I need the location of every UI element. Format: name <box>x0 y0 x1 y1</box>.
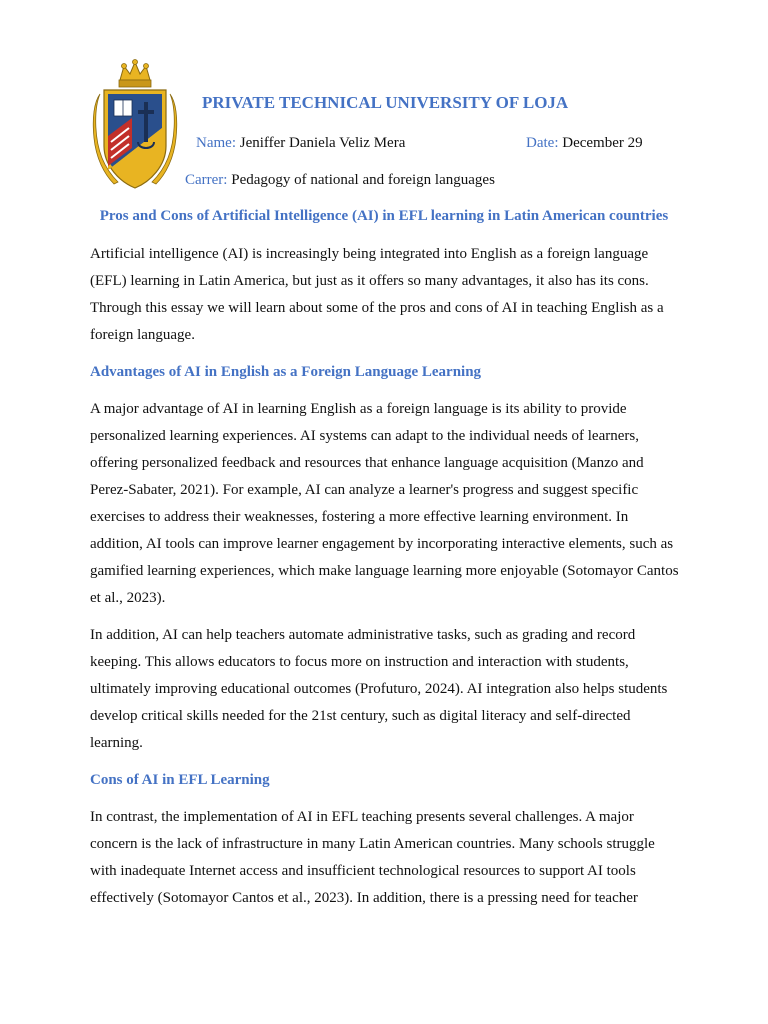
intro-paragraph: Artificial intelligence (AI) is increasingly being integrated into English as a foreign language (EFL) learning in Latin America, but just as it offers so many advantages, it also has its cons. Through this essay we will learn about some of the pros and cons of AI in teaching English as a foreign language. <box>90 246 664 343</box>
cons-paragraph-1: In contrast, the implementation of AI in EFL teaching presents several challenges. A major concern is the lack of infrastructure in many Latin American countries. Many schools struggle with inadequate Internet access and insufficient technological resources to support AI tools effectively (Sotomayor Cantos et al., 2023). In addition, there is a pressing need for teacher <box>90 809 655 906</box>
advantages-heading: Advantages of AI in English as a Foreign Language Learning <box>90 364 482 380</box>
advantages-paragraph-2: In addition, AI can help teachers automate administrative tasks, such as grading and record keeping. This allows educators to focus more on instruction and interaction with students, ultimately improving educational outcomes (Profuturo, 2024). AI integration also helps students develop critical skills needed for the 21st century, such as digital literacy and self-directed learning. <box>90 627 668 751</box>
date-label: Date: <box>526 135 559 151</box>
date-field <box>526 135 643 152</box>
advantages-paragraph-1: A major advantage of AI in learning English as a foreign language is its ability to provide personalized learning experiences. AI systems can adapt to the individual needs of learners, offering personalized feedback and resources that enhance language acquisition (Manzo and Perez-Sabater, 2021). For example, AI can analyze a learner's progress and suggest specific exercises to address their weaknesses, fostering a more effective learning environment. In addition, AI tools can improve learner engagement by incorporating interactive elements, such as gamified learning experiences, which make language learning more enjoyable (Sotomayor Cantos et al., 2023). <box>90 401 679 606</box>
essay-body <box>90 241 680 922</box>
university-crest-icon <box>92 58 178 194</box>
date-value: December 29 <box>562 135 643 151</box>
carrer-label: Carrer: <box>185 172 228 188</box>
student-name-field <box>196 135 405 152</box>
university-title: PRIVATE TECHNICAL UNIVERSITY OF LOJA <box>202 93 569 112</box>
name-value: Jeniffer Daniela Veliz Mera <box>239 135 406 151</box>
carrer-field <box>185 172 495 189</box>
cons-heading: Cons of AI in EFL Learning <box>90 772 270 788</box>
carrer-value: Pedagogy of national and foreign languages <box>231 172 495 188</box>
essay-title: Pros and Cons of Artificial Intelligence (AI) in EFL learning in Latin American countries <box>99 208 669 224</box>
name-label: Name: <box>196 135 236 151</box>
